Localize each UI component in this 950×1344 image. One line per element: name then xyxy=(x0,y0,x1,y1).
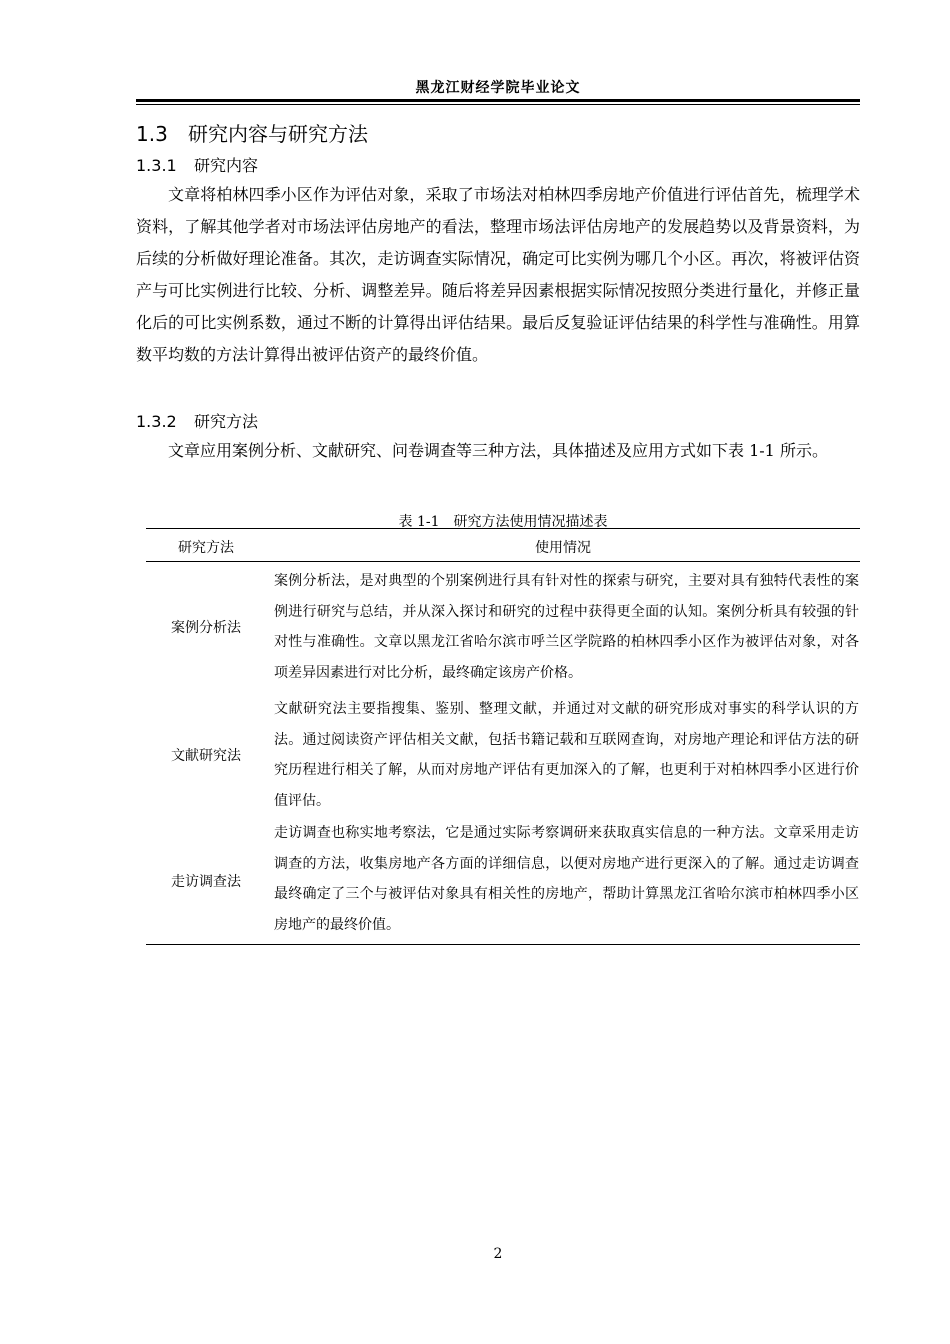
section-title: 研究内容与研究方法 xyxy=(188,122,368,146)
col-header-usage: 使用情况 xyxy=(266,529,860,562)
subsection-title-2: 研究方法 xyxy=(194,412,259,431)
subsection-number-1: 1.3.1 xyxy=(136,156,177,175)
research-method-paragraph: 文章应用案例分析、文献研究、问卷调查等三种方法，具体描述及应用方式如下表 1-1 所示。 xyxy=(168,441,828,460)
methods-table xyxy=(146,528,860,945)
section-number: 1.3 xyxy=(136,122,168,146)
table-header-row xyxy=(146,529,860,562)
subsection-heading-2 xyxy=(136,409,258,432)
col-header-method: 研究方法 xyxy=(146,529,266,562)
table-caption: 表 1-1 研究方法使用情况描述表 xyxy=(398,514,608,530)
usage-cell: 走访调查也称实地考察法，它是通过实际考察调研来获取真实信息的一种方法。文章采用走访调查的方法，收集房地产各方面的详细信息，以便对房地产进行更深入的了解。通过走访调查最终确定了三个与被评估对象具有相关性的房地产，帮助计算黑龙江省哈尔滨市柏林四季小区房地产的最终价值。 xyxy=(274,825,859,933)
page-number: 2 xyxy=(493,1246,503,1262)
header-rule-thin xyxy=(136,104,860,105)
subsection-number-2: 1.3.2 xyxy=(136,412,177,431)
header-rule-thick xyxy=(136,99,860,102)
subsection-title-1: 研究内容 xyxy=(194,156,259,175)
method-cell: 文献研究法 xyxy=(171,748,241,764)
method-cell: 走访调查法 xyxy=(171,874,241,890)
table-row xyxy=(146,562,860,693)
table-row xyxy=(146,692,860,818)
research-content-paragraph: 文章将柏林四季小区作为评估对象，采取了市场法对柏林四季房地产价值进行评估首先，梳理学术资料，了解其他学者对市场法评估房地产的看法，整理市场法评估房地产的发展趋势以及背景资料，为后续的分析做好理论准备。其次，走访调查实际情况，确定可比实例为哪几个小区。再次，将被评估资产与可比实例进行比较、分析、调整差异。随后将差异因素根据实际情况按照分类进行量化，并修正量化后的可比实例系数，通过不断的计算得出评估结果。最后反复验证评估结果的科学性与准确性。用算数平均数的方法计算得出被评估资产的最终价值。 xyxy=(136,185,860,364)
method-cell: 案例分析法 xyxy=(171,620,241,636)
table-row xyxy=(146,818,860,945)
running-header: 黑龙江财经学院毕业论文 xyxy=(415,80,581,96)
usage-cell: 文献研究法主要指搜集、鉴别、整理文献，并通过对文献的研究形成对事实的科学认识的方法。通过阅读资产评估相关文献，包括书籍记载和互联网查询，对房地产理论和评估方法的研究历程进行相关了解，从而对房地产评估有更加深入的了解，也更利于对柏林四季小区进行价值评估。 xyxy=(274,701,859,809)
subsection-heading-1 xyxy=(136,153,258,176)
section-heading xyxy=(136,118,368,147)
usage-cell: 案例分析法，是对典型的个别案例进行具有针对性的探索与研究，主要对具有独特代表性的案例进行研究与总结，并从深入探讨和研究的过程中获得更全面的认知。案例分析具有较强的针对性与准确性。文章以黑龙江省哈尔滨市呼兰区学院路的柏林四季小区作为被评估对象，对各项差异因素进行对比分析，最终确定该房产价格。 xyxy=(274,573,859,681)
